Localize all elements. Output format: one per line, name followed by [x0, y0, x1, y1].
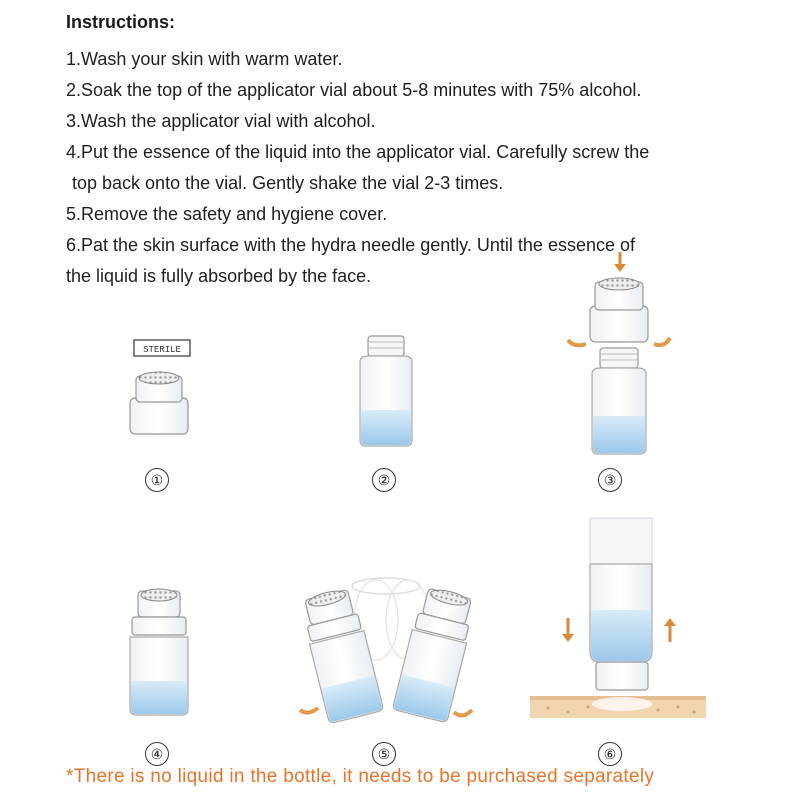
figure-5-shake-vial: [296, 570, 486, 730]
step-2-text: 2.Soak the top of the applicator vial about 5-8 minutes with 75% alcohol.: [66, 80, 642, 100]
sterile-label: STERILE: [143, 345, 181, 355]
step-3-text: 3.Wash the applicator vial with alcohol.: [66, 111, 376, 131]
step-number-3: ③: [598, 468, 622, 492]
step-number-5: ⑤: [372, 742, 396, 766]
figure-2-vial: [346, 332, 426, 452]
step-3: [66, 106, 766, 137]
step-number-6: ⑥: [598, 742, 622, 766]
step-number-2: ②: [372, 468, 396, 492]
step-5-text: 5.Remove the safety and hygiene cover.: [66, 204, 388, 224]
step-4-text-cont: top back onto the vial. Gently shake the vial 2-3 times.: [72, 173, 504, 193]
step-6-text-cont: the liquid is fully absorbed by the face.: [66, 266, 372, 286]
figure-4-assembled-vial: [118, 585, 198, 720]
step-number-1: ①: [145, 468, 169, 492]
instructions-title: Instructions:: [66, 12, 176, 32]
figure-3-screw-cap: [560, 248, 670, 458]
step-number-4: ④: [145, 742, 169, 766]
rotate-arrow-right-icon: [654, 338, 670, 345]
shake-arrow-left-icon: [300, 708, 318, 713]
step-4-text: 4.Put the essence of the liquid into the applicator vial. Carefully screw the: [66, 142, 650, 162]
step-4: [66, 137, 766, 199]
step-5: [66, 199, 766, 230]
step-1: [66, 44, 766, 75]
step-1-text: 1.Wash your skin with warm water.: [66, 49, 343, 69]
shake-arrow-right-icon: [454, 710, 472, 716]
step-6-text: 6.Pat the skin surface with the hydra needle gently. Until the essence of: [66, 235, 635, 255]
rotate-arrow-left-icon: [568, 340, 586, 345]
step-2: [66, 75, 766, 106]
figure-1-applicator-head: [118, 330, 208, 445]
footnote-disclaimer: *There is no liquid in the bottle, it needs to be purchased separately: [66, 766, 655, 787]
figure-6-pat-skin: [528, 512, 708, 737]
